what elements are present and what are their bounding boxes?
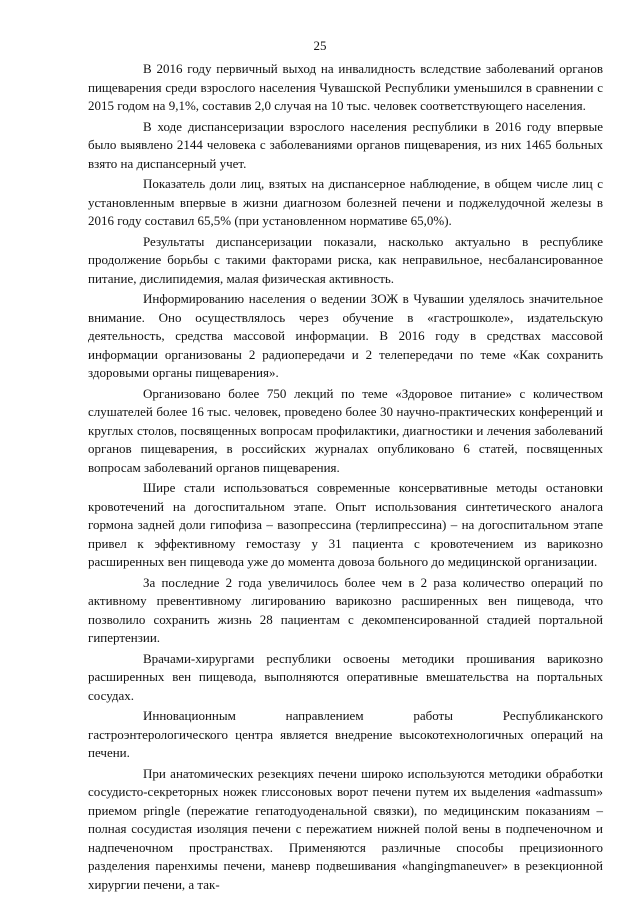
- paragraph: Информированию населения о ведении ЗОЖ в Чувашии уделялось значительное внимание. Оно осуществлялось через обучение в «гастрошколе», издательскую деятельность, средства массовой информации. В 2016 году в средствах массовой информации организованы 2 радиопередачи и 2 телепередачи по теме «Как сохранить здоровыми органы пищеварения».: [88, 291, 603, 380]
- paragraph: За последние 2 года увеличилось более чем в 2 раза количество операций по активному превентивному лигированию варикозно расширенных вен пищевода, что позволило сохранить жизнь 28 пациентам с декомпенсированной стадией портальной гипертензии.: [88, 574, 603, 645]
- page-number: 25: [313, 38, 327, 53]
- paragraph: Организовано более 750 лекций по теме «Здоровое питание» с количеством слушателей более 16 тыс. человек, проведено более 30 научно-практических конференций и круглых столов, посвященных вопросам профилактики, диагностики и лечения заболеваний органов пищеварения, в российских журналах опубликовано 6 статей, посвященных вопросам заболеваний органов пищеварения.: [88, 385, 603, 475]
- paragraph: В 2016 году первичный выход на инвалидность вследствие заболеваний органов пищеварения среди взрослого населения Чувашской Республики уменьшился в сравнении с 2015 годом на 9,1%, составив 2,0 случая на 10 тыс. человек соответствующего населения.: [88, 61, 603, 113]
- paragraph: При анатомических резекциях печени широко используются методики обработки сосудисто-секреторных ножек глиссоновых ворот печени путем их выделения «admassum» приемом pringle (пережатие гепатодуоденальной связки), по медицинским показаниям – полная сосудистая изоляция печени с пережатием нижней полой вены в подпеченочном и надпеченочном пространствах. Применяются различные способы прецизионного разделения паренхимы печени, маневр подвешивания «hangingmaneuver» в резекционной хирургии печени, а так-: [88, 765, 603, 892]
- paragraph: В ходе диспансеризации взрослого населения республики в 2016 году впервые было выявлено 2144 человека с заболеваниями органов пищеварения, из них 1465 больных взято на диспансерный учет.: [88, 118, 603, 171]
- paragraph: Шире стали использоваться современные консервативные методы остановки кровотечений на догоспитальном этапе. Опыт использования синтетического аналога гормона задней доли гипофиза – вазопрессина (терлипрессина) – на догоспитальном этапе привел к эффективному гемостазу у 31 пациента с кровотечением из варикозно расширенных вен пищевода уже до момента довоза больного до медицинской организации.: [88, 480, 603, 569]
- paragraph: Результаты диспансеризации показали, насколько актуально в республике продолжение борьбы с такими факторами риска, как неправильное, несбалансированное питание, дислипидемия, малая физическая активность.: [88, 233, 603, 286]
- paragraph: Инновационным направлением работы Республиканского гастроэнтерологического центра является внедрение высокотехнологичных операций на печени.: [88, 708, 603, 760]
- paragraph: Показатель доли лиц, взятых на диспансерное наблюдение, в общем числе лиц с установленным впервые в жизни диагнозом болезней печени и поджелудочной железы в 2016 году составил 65,5% (при установленном нормативе 65,0%).: [88, 176, 603, 228]
- paragraph: Врачами-хирургами республики освоены методики прошивания варикозно расширенных вен пищевода, выполняются оперативные вмешательства на портальных сосудах.: [88, 650, 603, 703]
- document-body: [88, 60, 603, 896]
